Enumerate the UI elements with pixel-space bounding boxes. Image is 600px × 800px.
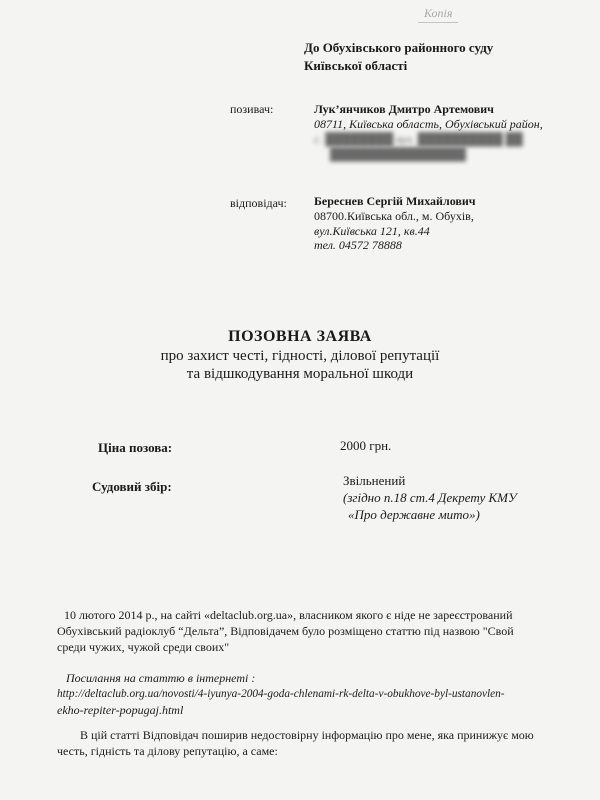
- defendant-name: Береснев Сергій Михайлович: [314, 194, 476, 208]
- court-name-line1: До Обухівського районного суду: [304, 40, 494, 55]
- document-subtitle-line2: та відшкодування моральної шкоди: [186, 366, 414, 382]
- copy-stamp: Копія: [418, 6, 458, 23]
- court-name-line2: Київської області: [304, 58, 408, 73]
- article-link-url-line2: ekho-repiter-popugaj.html: [57, 703, 184, 717]
- document-title: ПОЗОВНА ЗАЯВА: [228, 328, 372, 345]
- plaintiff-name: Лук’янчиков Дмитро Артемович: [314, 102, 494, 116]
- plaintiff-label: позивач:: [230, 102, 274, 116]
- body-paragraph1-line1: 10 лютого 2014 р., на сайті «deltaclub.org.ua», власником якого є ніде не зареєстрований: [64, 608, 513, 622]
- plaintiff-redacted-line1: с. ████████ вул. ██████████ ██: [314, 132, 523, 146]
- claim-price-label: Ціна позова:: [98, 440, 173, 455]
- document-subtitle-line1: про захист честі, гідності, ділової репутації: [160, 348, 440, 364]
- defendant-address-line2: вул.Київська 121, кв.44: [314, 224, 430, 238]
- court-fee-label: Судовий збір:: [92, 479, 172, 494]
- body-paragraph3-line2: честь, гідність та ділову репутацію, а саме:: [57, 744, 278, 758]
- defendant-address-line1: 08700.Київська обл., м. Обухів,: [314, 209, 474, 223]
- defendant-label: відповідач:: [230, 196, 287, 210]
- body-paragraph3-line1: В цій статті Відповідач поширив недостовірну інформацію про мене, яка принижує мою: [80, 728, 534, 742]
- body-paragraph1-line3: среди чужих, чужой среди своих": [57, 640, 230, 654]
- claim-price-value: 2000 грн.: [340, 438, 392, 453]
- court-fee-note-line1: (згідно п.18 ст.4 Декрету КМУ: [343, 490, 517, 505]
- plaintiff-address: 08711, Київська область, Обухівський район,: [314, 117, 543, 131]
- article-link-url-line1: http://deltaclub.org.ua/novosti/4-iyunya-2004-goda-chlenami-rk-delta-v-obukhove-byl-ustanovlen-: [57, 688, 505, 700]
- article-link-label: Посилання на статтю в інтернеті :: [66, 671, 256, 685]
- court-fee-value: Звільнений: [343, 473, 406, 488]
- defendant-phone: тел. 04572 78888: [314, 238, 402, 252]
- plaintiff-redacted-line2: ████████████████: [330, 147, 467, 161]
- court-fee-note-line2: «Про державне мито»): [348, 507, 480, 522]
- body-paragraph1-line2: Обухівський радіоклуб “Дельта”, Відповідачем було розміщено статтю під назвою "Свой: [57, 624, 514, 638]
